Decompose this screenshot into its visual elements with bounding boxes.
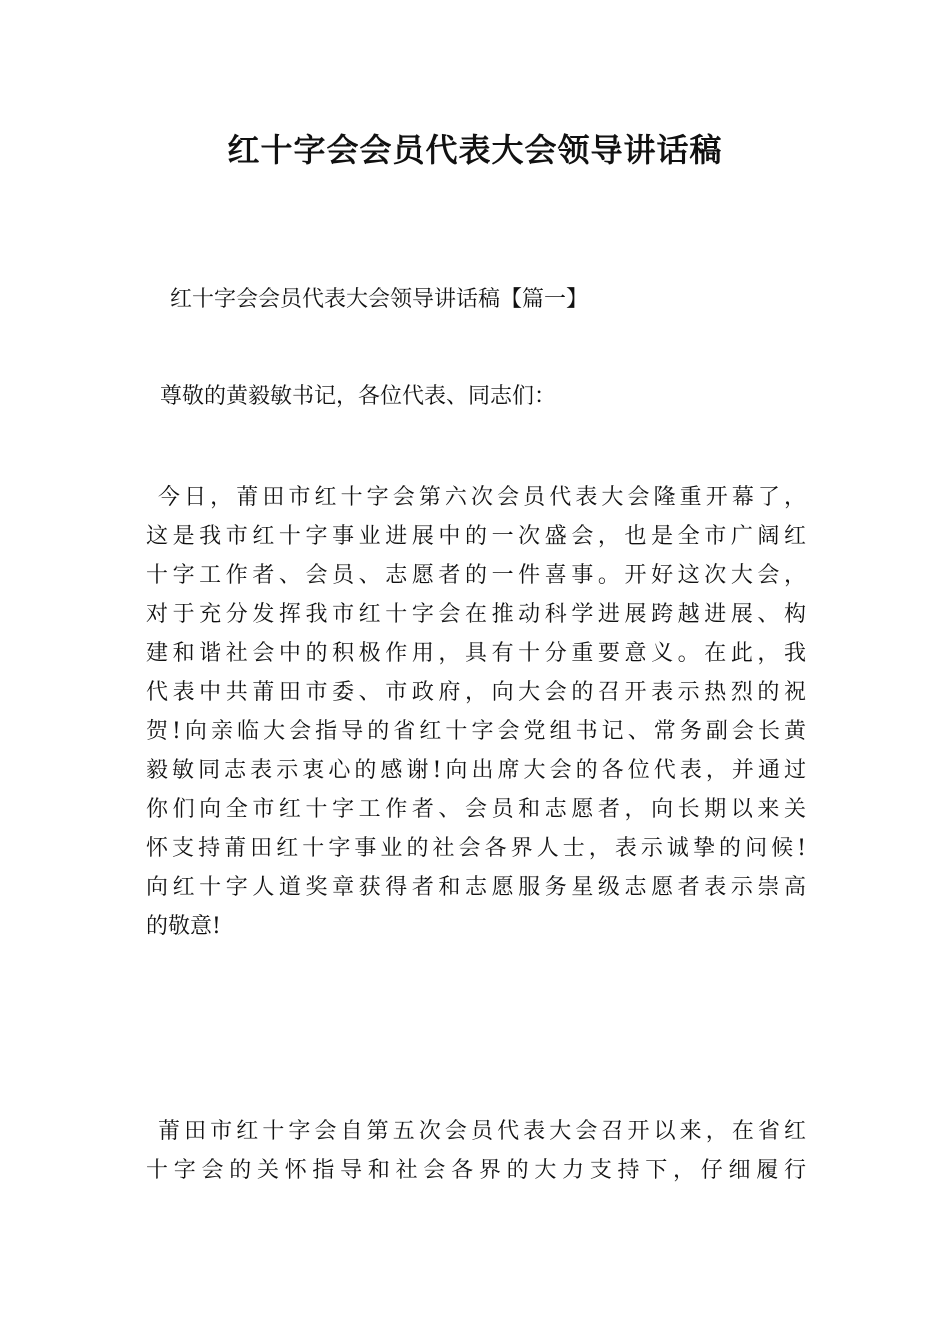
- paragraph-line: 今日，莆田市红十字会第六次会员代表大会隆重开幕了，: [158, 485, 806, 510]
- paragraph-review: [146, 1112, 806, 1190]
- paragraph-line: 向红十字人道奖章获得者和志愿服务星级志愿者表示崇高: [146, 875, 806, 900]
- paragraph-line: 对于充分发挥我市红十字会在推动科学进展跨越进展、构: [146, 602, 806, 627]
- paragraph-line: 怀支持莆田红十字事业的社会各界人士，表示诚挚的问候!: [146, 836, 806, 861]
- paragraph-line: 十字会的关怀指导和社会各界的大力支持下，仔细履行: [146, 1158, 806, 1183]
- salutation: 尊敬的黄毅敏书记，各位代表、同志们：: [160, 384, 557, 409]
- paragraph-line: 你们向全市红十字工作者、会员和志愿者，向长期以来关: [146, 797, 806, 822]
- paragraph-line: 毅敏同志表示衷心的感谢!向出席大会的各位代表，并通过: [146, 758, 806, 783]
- paragraph-opening: [146, 478, 806, 946]
- section-heading: 红十字会会员代表大会领导讲话稿【篇一】: [170, 287, 589, 312]
- paragraph-line: 建和谐社会中的积极作用，具有十分重要意义。在此，我: [146, 641, 806, 666]
- paragraph-line: 的敬意!: [146, 914, 221, 939]
- document-title: 红十字会会员代表大会领导讲话稿: [227, 131, 723, 169]
- paragraph-line: 贺!向亲临大会指导的省红十字会党组书记、常务副会长黄: [146, 719, 806, 744]
- paragraph-line: 代表中共莆田市委、市政府，向大会的召开表示热烈的祝: [146, 680, 806, 705]
- paragraph-line: 这是我市红十字事业进展中的一次盛会，也是全市广阔红: [146, 524, 806, 549]
- paragraph-line: 莆田市红十字会自第五次会员代表大会召开以来，在省红: [158, 1119, 806, 1144]
- paragraph-line: 十字工作者、会员、志愿者的一件喜事。开好这次大会，: [146, 563, 806, 588]
